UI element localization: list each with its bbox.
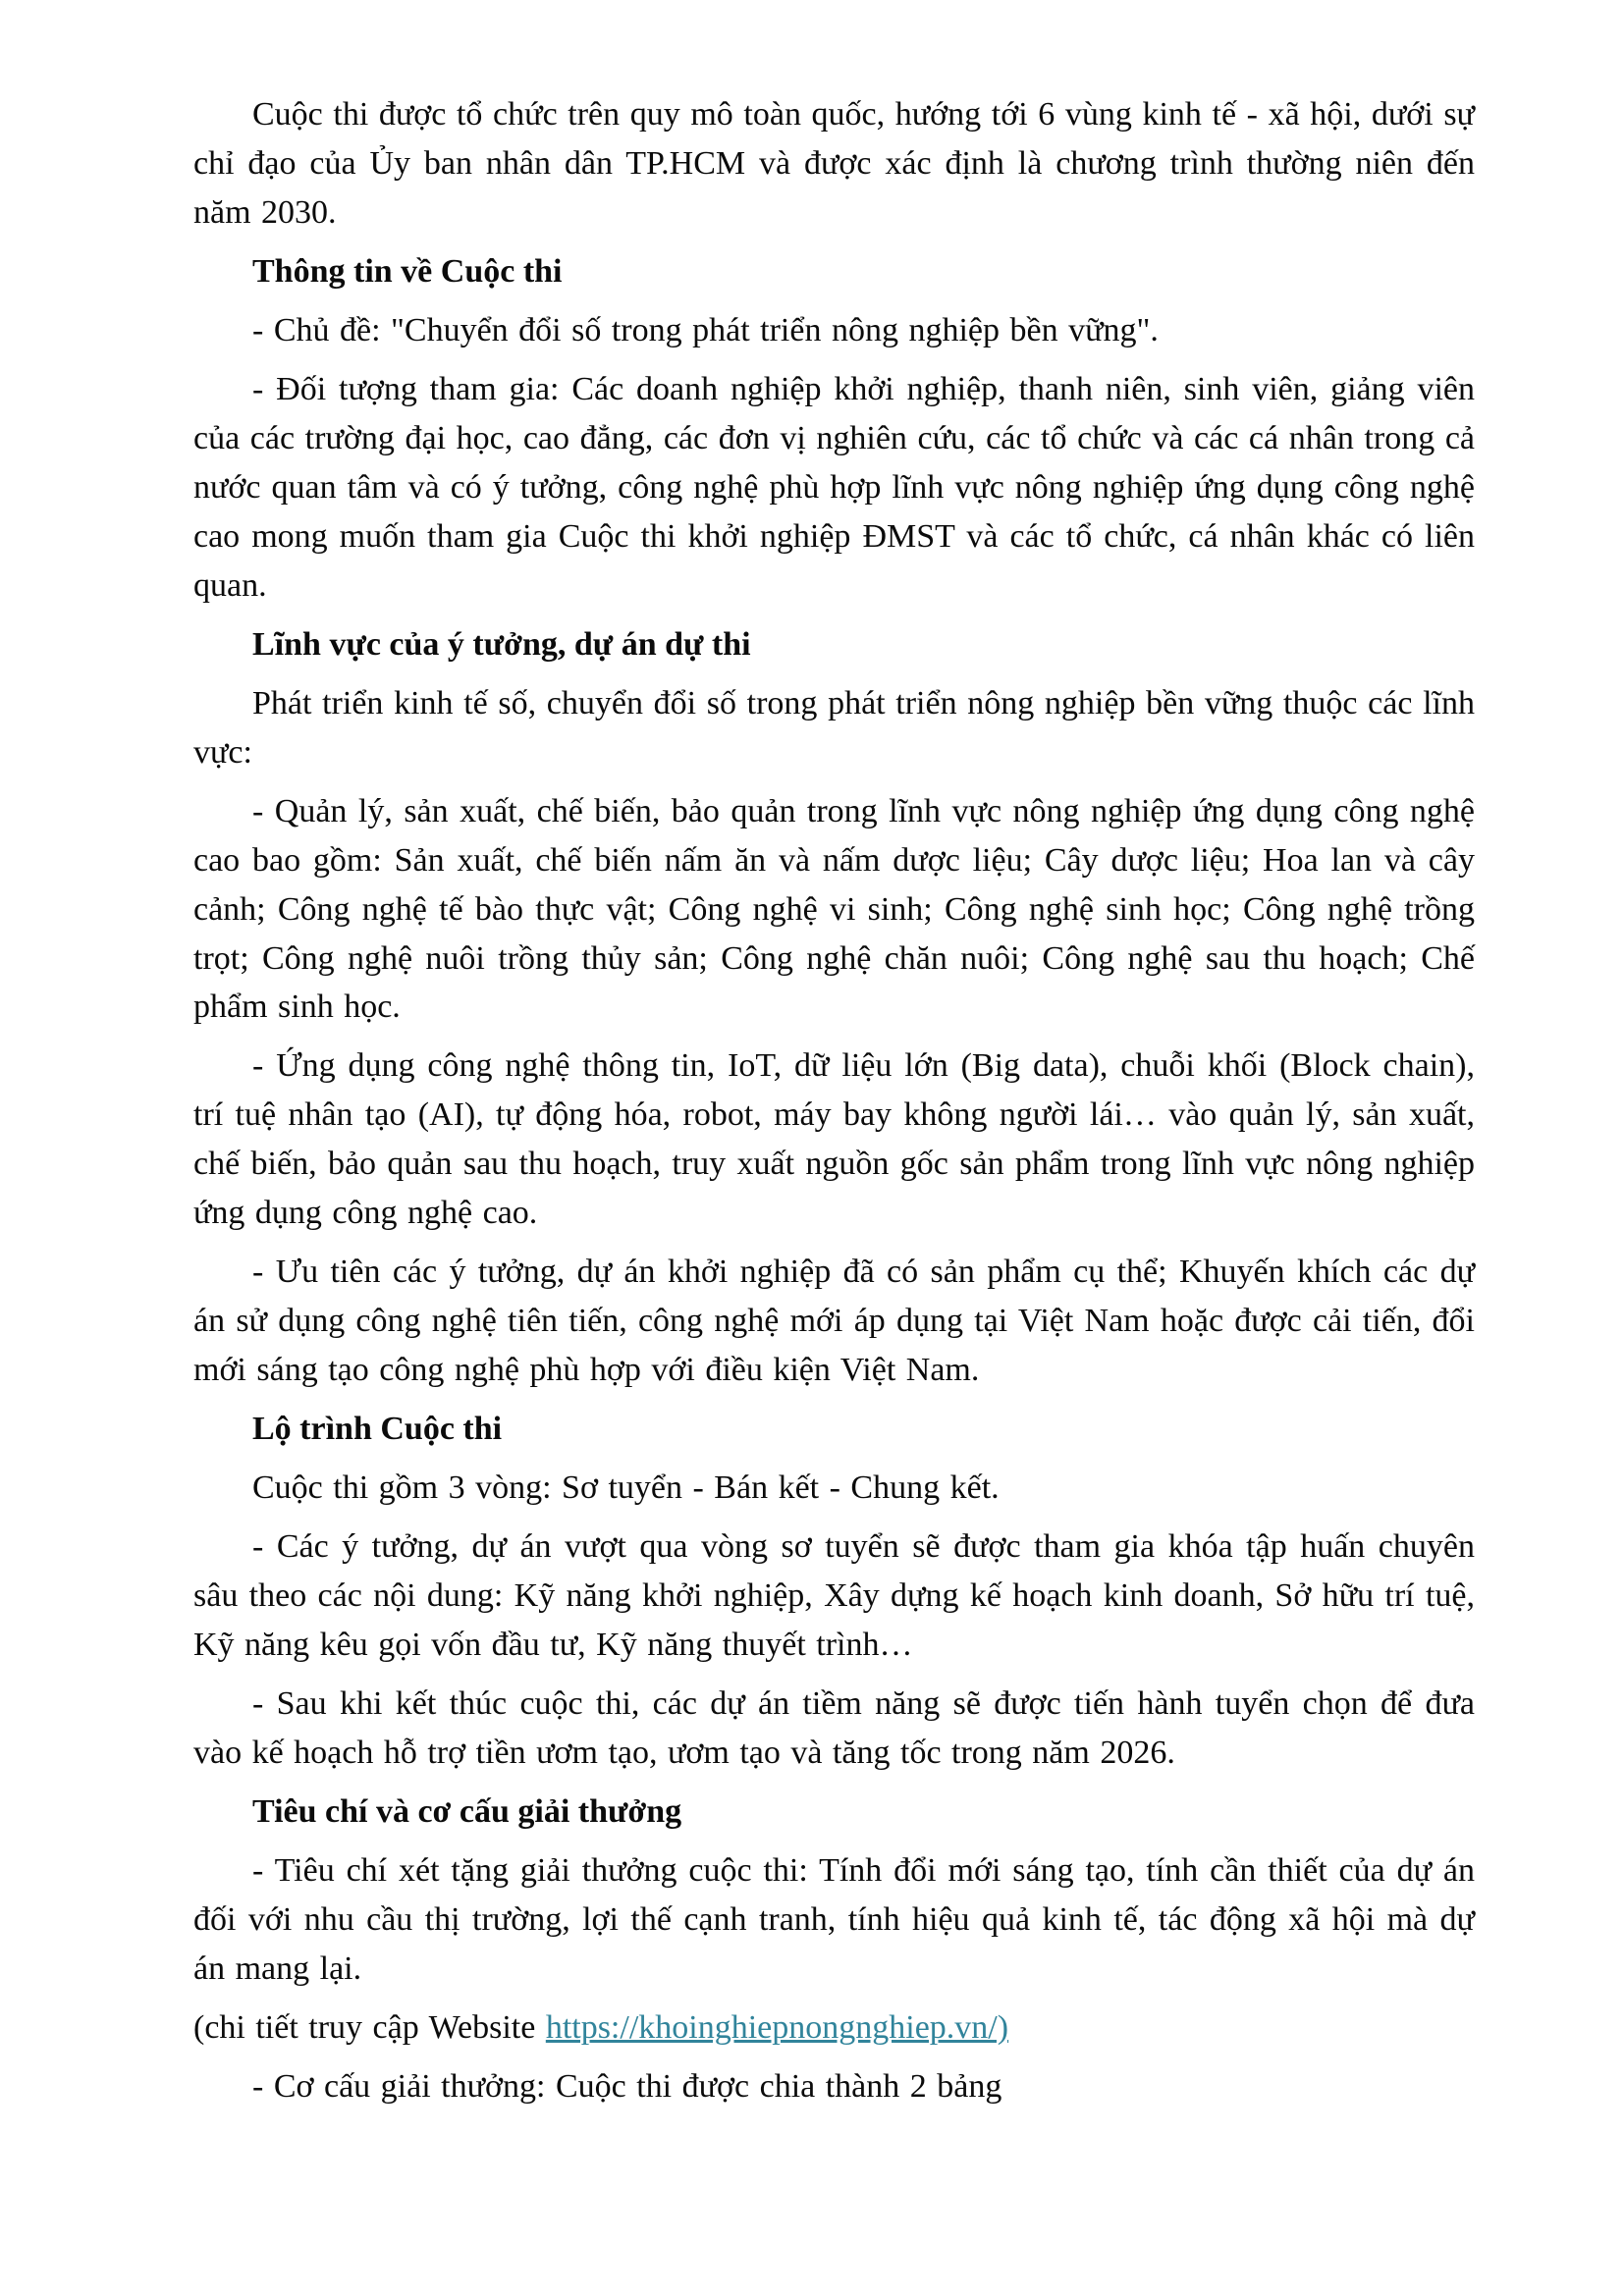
paragraph-co-cau-giai-thuong: - Cơ cấu giải thưởng: Cuộc thi được chia thành 2 bảng bbox=[252, 2067, 1002, 2105]
website-link[interactable]: https://khoinghiepnongnghiep.vn/) bbox=[545, 2008, 1009, 2046]
paragraph-tieu-chi: - Tiêu chí xét tặng giải thưởng cuộc thi: Tính đổi mới sáng tạo, tính cần thiết của dự án đối với nhu cầu thị trường, lợi thế cạnh tranh, tính hiệu quả kinh tế, tác động xã hội mà dự án mang lại. bbox=[193, 1851, 1475, 1987]
section-heading-linh-vuc: Lĩnh vực của ý tưởng, dự án dự thi bbox=[252, 625, 751, 663]
paragraph-chu-de: - Chủ đề: "Chuyển đổi số trong phát triển nông nghiệp bền vững". bbox=[252, 311, 1159, 348]
section-heading-lo-trinh: Lộ trình Cuộc thi bbox=[252, 1411, 503, 1448]
paragraph-uu-tien: - Ưu tiên các ý tưởng, dự án khởi nghiệp đã có sản phẩm cụ thể; Khuyến khích các dự án sử dụng công nghệ tiên tiến, công nghệ mới áp dụng tại Việt Nam hoặc được cải tiến, đổi mới sáng tạo công nghệ phù hợp với điều kiện Việt Nam. bbox=[193, 1254, 1475, 1389]
paragraph-ung-dung-cntt: - Ứng dụng công nghệ thông tin, IoT, dữ liệu lớn (Big data), chuỗi khối (Block chain), trí tuệ nhân tạo (AI), tự động hóa, robot, máy bay không người lái… vào quản lý, sản xuất, chế biến, bảo quản sau thu hoạch, truy xuất nguồn gốc sản phẩm trong lĩnh vực nông nghiệp ứng dụng công nghệ cao. bbox=[193, 1047, 1475, 1232]
website-link-paragraph bbox=[193, 2003, 1475, 2053]
website-link-prefix: (chi tiết truy cập Website bbox=[193, 2008, 546, 2046]
paragraph-sau-cuoc-thi: - Sau khi kết thúc cuộc thi, các dự án tiềm năng sẽ được tiến hành tuyển chọn để đưa vào kế hoạch hỗ trợ tiền ươm tạo, ươm tạo và tăng tốc trong năm 2026. bbox=[193, 1685, 1475, 1772]
section-heading-thong-tin: Thông tin về Cuộc thi bbox=[252, 252, 563, 290]
paragraph-intro: Cuộc thi được tổ chức trên quy mô toàn quốc, hướng tới 6 vùng kinh tế - xã hội, dưới sự chỉ đạo của Ủy ban nhân dân TP.HCM và được xác định là chương trình thường niên đến năm 2030. bbox=[193, 96, 1475, 231]
paragraph-tap-huan: - Các ý tưởng, dự án vượt qua vòng sơ tuyển sẽ được tham gia khóa tập huấn chuyên sâu theo các nội dung: Kỹ năng khởi nghiệp, Xây dựng kế hoạch kinh doanh, Sở hữu trí tuệ, Kỹ năng kêu gọi vốn đầu tư, Kỹ năng thuyết trình… bbox=[193, 1528, 1475, 1664]
paragraph-phat-trien: Phát triển kinh tế số, chuyển đổi số trong phát triển nông nghiệp bền vững thuộc các lĩnh vực: bbox=[193, 684, 1475, 771]
paragraph-doi-tuong: - Đối tượng tham gia: Các doanh nghiệp khởi nghiệp, thanh niên, sinh viên, giảng viên của các trường đại học, cao đẳng, các đơn vị nghiên cứu, các tổ chức và các cá nhân trong cả nước quan tâm và có ý tưởng, công nghệ phù hợp lĩnh vực nông nghiệp ứng dụng công nghệ cao mong muốn tham gia Cuộc thi khởi nghiệp ĐMST và các tổ chức, cá nhân khác có liên quan. bbox=[193, 370, 1475, 604]
section-heading-tieu-chi: Tiêu chí và cơ cấu giải thưởng bbox=[252, 1793, 682, 1830]
paragraph-quan-ly: - Quản lý, sản xuất, chế biến, bảo quản trong lĩnh vực nông nghiệp ứng dụng công nghệ cao bao gồm: Sản xuất, chế biến nấm ăn và nấm dược liệu; Cây dược liệu; Hoa lan và cây cảnh; Công nghệ tế bào thực vật; Công nghệ vi sinh; Công nghệ sinh học; Công nghệ trồng trọt; Công nghệ nuôi trồng thủy sản; Công nghệ chăn nuôi; Công nghệ sau thu hoạch; Chế phẩm sinh học. bbox=[193, 792, 1475, 1026]
paragraph-3-vong: Cuộc thi gồm 3 vòng: Sơ tuyển - Bán kết - Chung kết. bbox=[252, 1469, 1000, 1507]
